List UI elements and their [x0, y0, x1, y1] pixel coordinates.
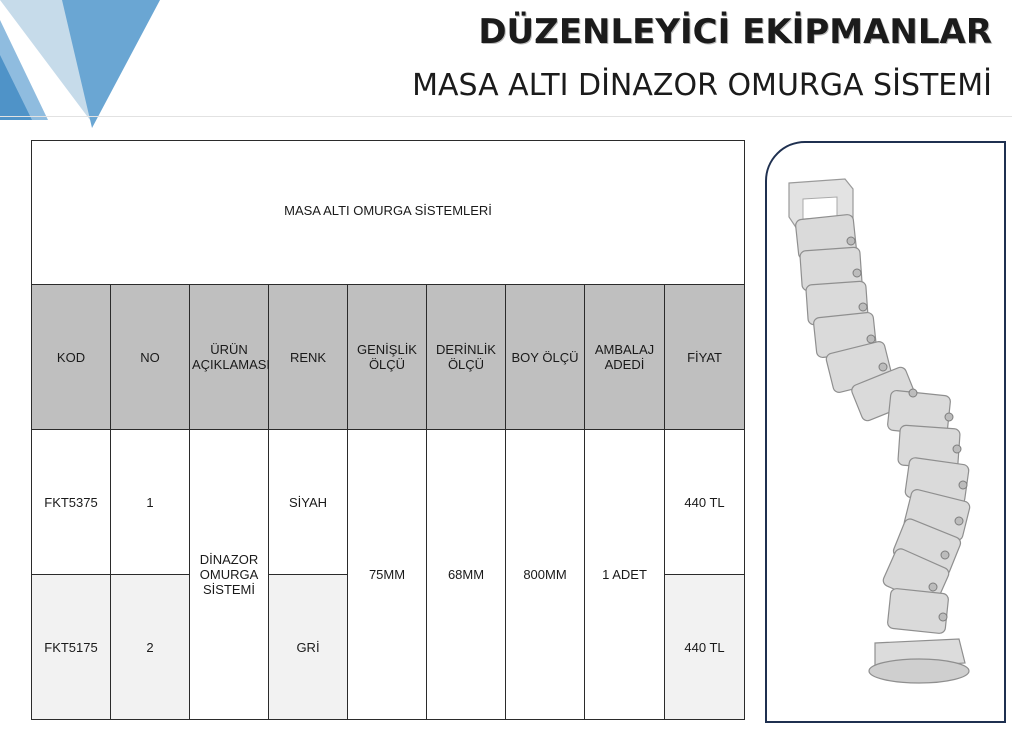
corner-decoration: [0, 0, 180, 135]
cable-spine-icon: [767, 143, 1006, 723]
cell-derinlik: 68MM: [427, 430, 506, 720]
table-title-text: MASA ALTI OMURGA SİSTEMLERİ: [284, 203, 492, 218]
header-ambalaj: AMBALAJ ADEDİ: [585, 285, 665, 430]
header-boy: BOY ÖLÇÜ: [506, 285, 585, 430]
cell-kod: FKT5175: [32, 575, 111, 720]
cell-aciklama: DİNAZOR OMURGA SİSTEMİ: [190, 430, 269, 720]
header-fiyat: FİYAT: [665, 285, 745, 430]
header-derinlik: DERİNLİK ÖLÇÜ: [427, 285, 506, 430]
page-subtitle: MASA ALTI DİNAZOR OMURGA SİSTEMİ: [412, 68, 992, 103]
page-title: DÜZENLEYİCİ EKİPMANLAR: [478, 12, 992, 52]
cell-ambalaj: 1 ADET: [585, 430, 665, 720]
cell-renk: GRİ: [269, 575, 348, 720]
cell-fiyat: 440 TL: [665, 430, 745, 575]
cell-boy: 800MM: [506, 430, 585, 720]
cell-genislik: 75MM: [348, 430, 427, 720]
cell-kod: FKT5375: [32, 430, 111, 575]
cell-fiyat: 440 TL: [665, 575, 745, 720]
header-aciklama: ÜRÜN AÇIKLAMASI: [190, 285, 269, 430]
product-photo-frame: [765, 141, 1006, 723]
header-divider: [0, 116, 1012, 117]
header-no: NO: [111, 285, 190, 430]
header-genislik: GENİŞLİK ÖLÇÜ: [348, 285, 427, 430]
table-title: [32, 141, 745, 285]
header-renk: RENK: [269, 285, 348, 430]
cell-no: 2: [111, 575, 190, 720]
product-spec-table: [31, 140, 745, 720]
table-row: [32, 430, 745, 575]
table-header-row: [32, 285, 745, 430]
cell-renk: SİYAH: [269, 430, 348, 575]
cell-no: 1: [111, 430, 190, 575]
header-kod: KOD: [32, 285, 111, 430]
